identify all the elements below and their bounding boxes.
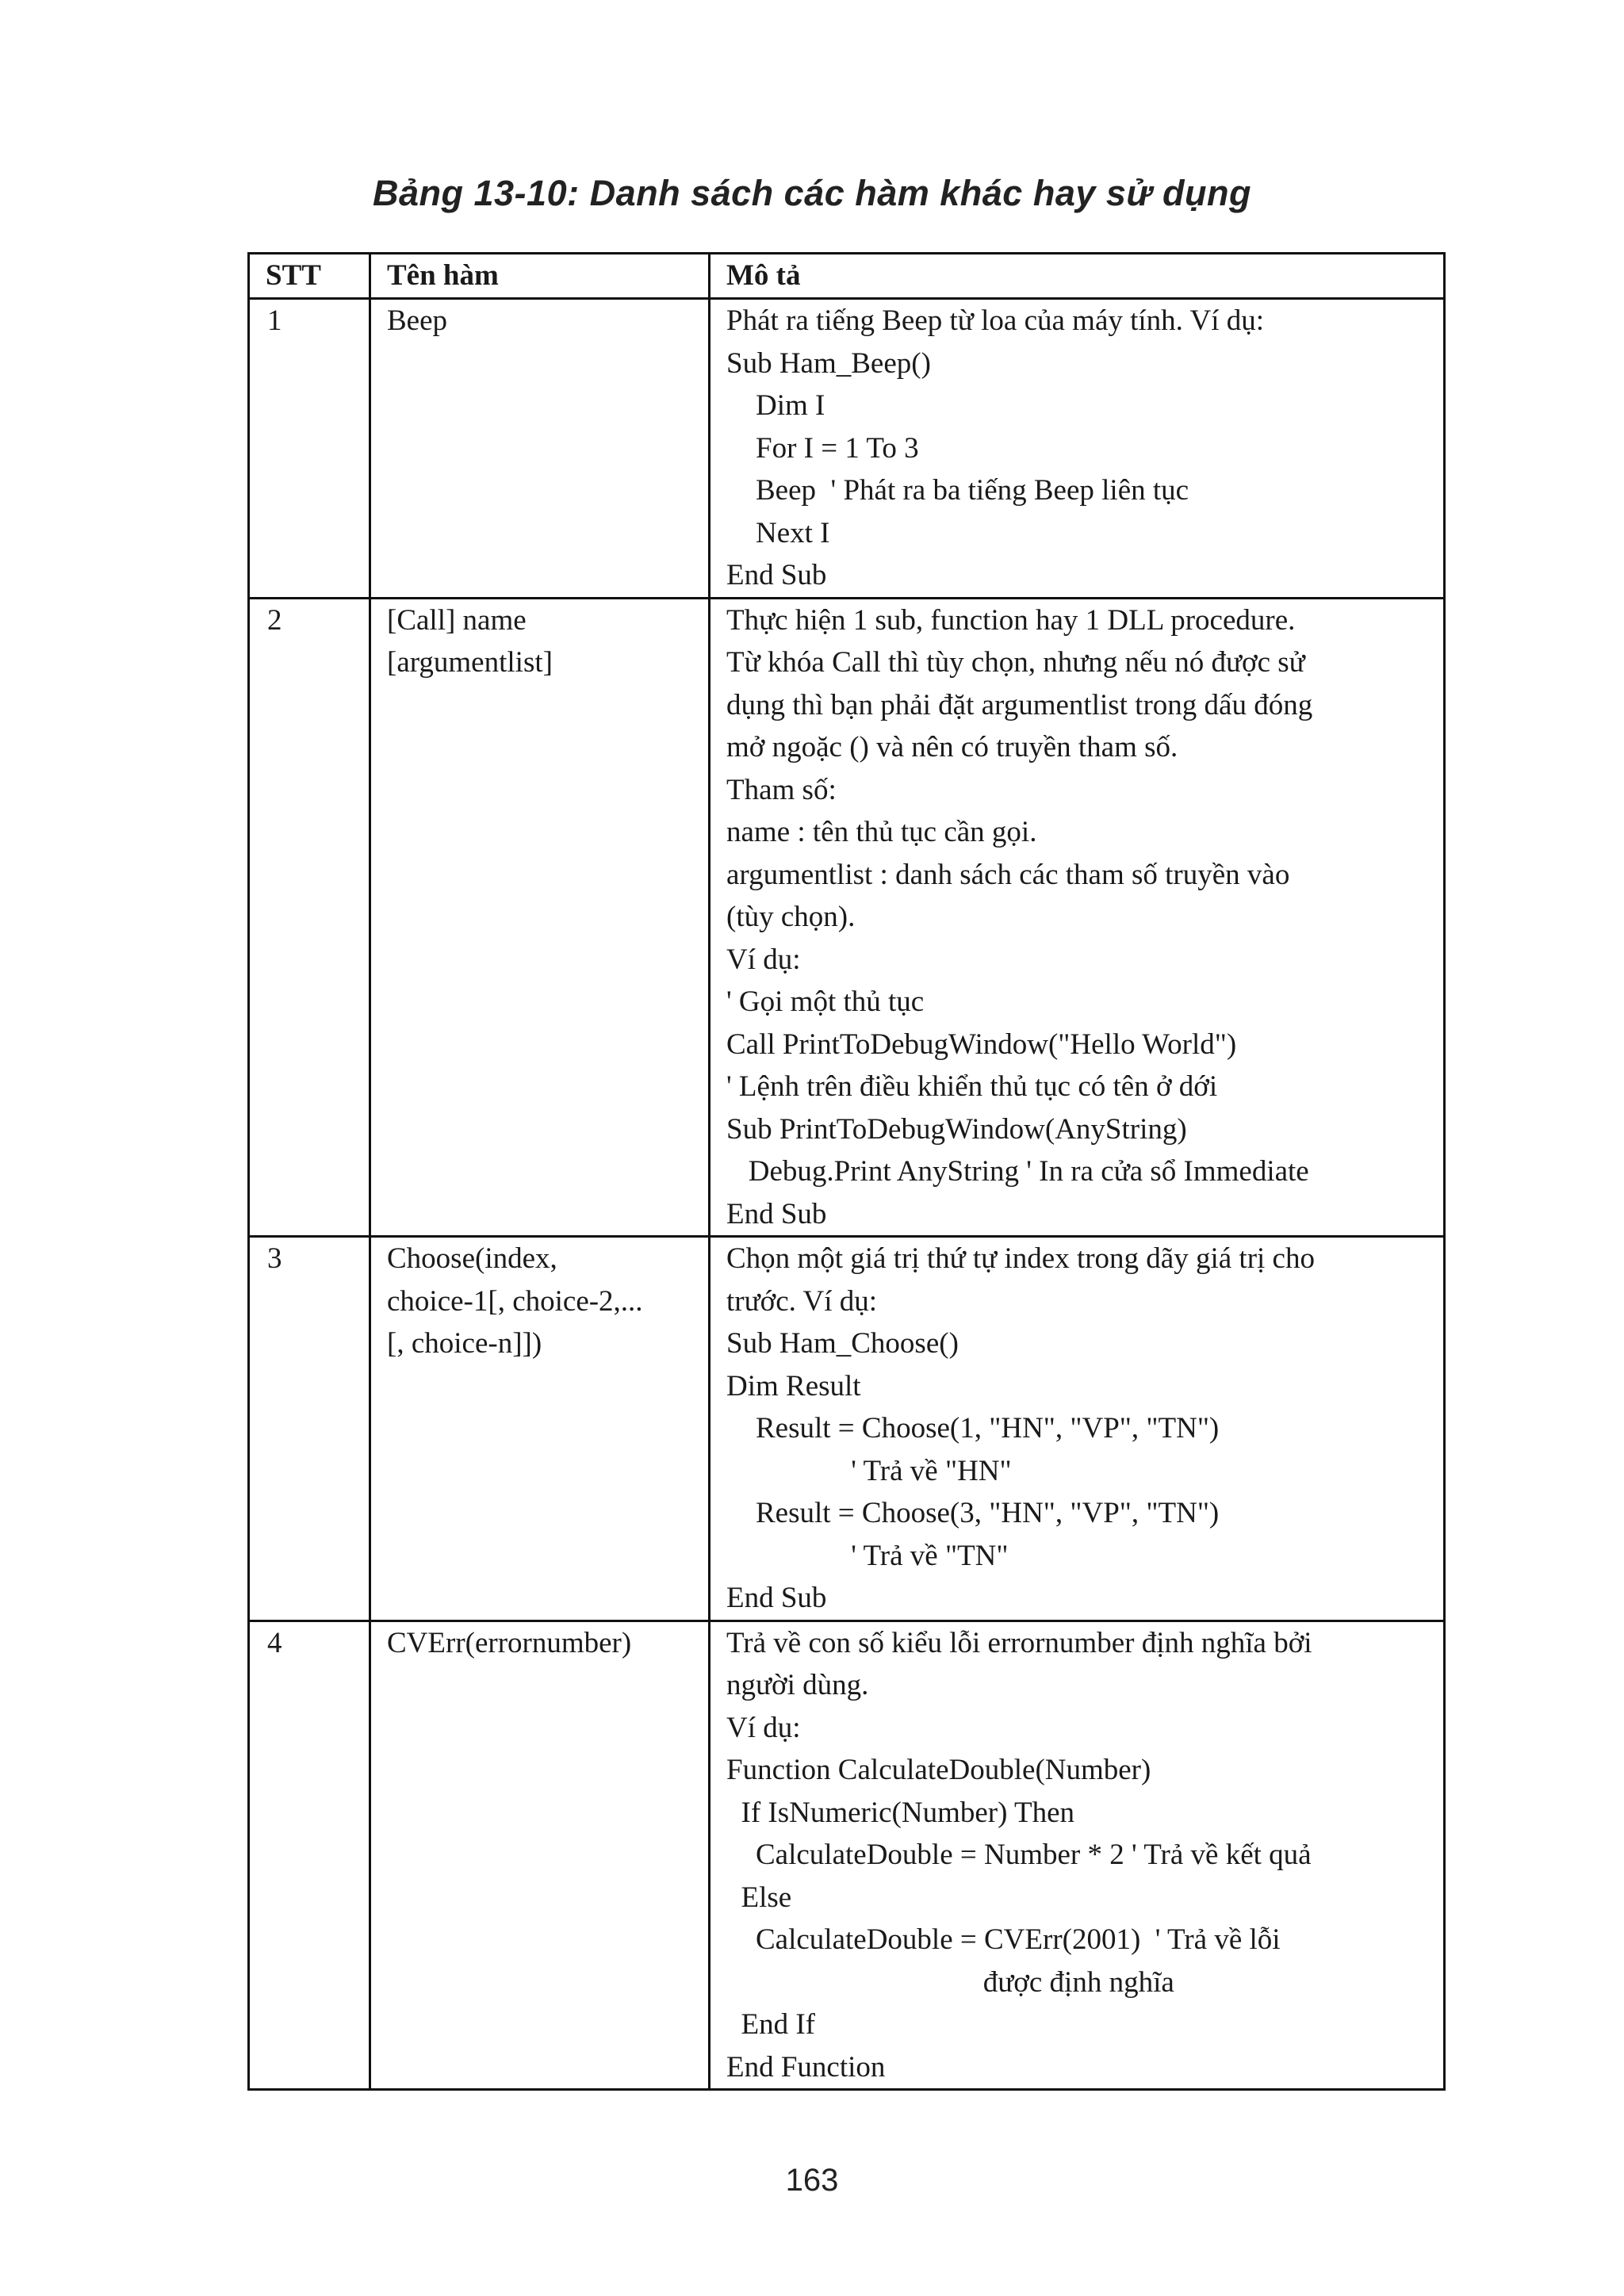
row-description	[710, 598, 1445, 1237]
description-line: Chọn một giá trị thứ tự index trong dãy giá trị cho	[726, 1242, 1315, 1275]
header-function-name: Tên hàm	[370, 254, 710, 299]
table-header-row	[249, 254, 1445, 299]
description-line: Dim I	[726, 389, 825, 422]
description-line: ' Trả về "HN"	[726, 1454, 1012, 1487]
header-description: Mô tả	[710, 254, 1445, 299]
description-line: Result = Choose(3, "HN", "VP", "TN")	[726, 1497, 1220, 1529]
description-line: For I = 1 To 3	[726, 431, 919, 465]
description-line: Từ khóa Call thì tùy chọn, nhưng nếu nó được sử	[726, 646, 1305, 679]
description-line: Ví dụ:	[726, 1711, 801, 1744]
description-line: Else	[726, 1881, 792, 1914]
function-name-line: [argumentlist]	[387, 646, 553, 679]
table-row	[249, 598, 1445, 1237]
description-line: Sub PrintToDebugWindow(AnyString)	[726, 1112, 1187, 1146]
description-line: trước. Ví dụ:	[726, 1284, 878, 1318]
table-row	[249, 299, 1445, 599]
row-function-name	[370, 598, 710, 1237]
row-stt	[249, 598, 370, 1237]
description-line: Sub Ham_Choose()	[726, 1327, 959, 1360]
description-line: Ví dụ:	[726, 943, 801, 976]
description-line: ' Lệnh trên điều khiển thủ tục có tên ở dới	[726, 1070, 1218, 1103]
description-line: dụng thì bạn phải đặt argumentlist trong dấu đóng	[726, 688, 1313, 721]
table-caption: Bảng 13-10: Danh sách các hàm khác hay sử dụng	[373, 173, 1251, 213]
page-number: 163	[785, 2163, 839, 2198]
functions-table	[247, 252, 1446, 2091]
description-line: Sub Ham_Beep()	[726, 346, 931, 380]
description-line: End Sub	[726, 1197, 827, 1230]
description-line: ' Trả về "TN"	[726, 1539, 1009, 1572]
description-line: người dùng.	[726, 1669, 869, 1701]
description-line: (tùy chọn).	[726, 901, 856, 933]
function-name-line: [, choice-n]])	[387, 1327, 542, 1360]
description-line: Dim Result	[726, 1369, 861, 1402]
description-line: End Sub	[726, 1582, 827, 1614]
description-line: Trả về con số kiểu lỗi errornumber định nghĩa bởi	[726, 1626, 1312, 1659]
function-name-line: [Call] name	[387, 603, 527, 637]
description-line: Call PrintToDebugWindow("Hello World")	[726, 1027, 1237, 1061]
description-line: Function CalculateDouble(Number)	[726, 1754, 1151, 1786]
description-line: CalculateDouble = CVErr(2001) ' Trả về lỗi	[726, 1923, 1281, 1956]
row-description	[710, 1237, 1445, 1621]
table-row	[249, 1621, 1445, 2090]
row-function-name	[370, 1237, 710, 1621]
function-name-line: Choose(index,	[387, 1242, 557, 1275]
description-line: mở ngoặc () và nên có truyền tham số.	[726, 731, 1178, 763]
row-function-name	[370, 299, 710, 599]
function-name-line: CVErr(errornumber)	[387, 1626, 632, 1659]
row-stt	[249, 1237, 370, 1621]
description-line: Tham số:	[726, 773, 837, 806]
description-line: Next I	[726, 516, 830, 549]
description-line: name : tên thủ tục cần gọi.	[726, 816, 1037, 848]
description-line: Thực hiện 1 sub, function hay 1 DLL procedure.	[726, 603, 1296, 637]
header-stt: STT	[249, 254, 370, 299]
function-name-line: Beep	[387, 304, 448, 337]
function-name-line: choice-1[, choice-2,...	[387, 1284, 643, 1318]
description-line: Beep ' Phát ra ba tiếng Beep liên tục	[726, 474, 1189, 507]
description-line: CalculateDouble = Number * 2 ' Trả về kết quả	[726, 1839, 1312, 1871]
description-line: được định nghĩa	[726, 1965, 1174, 1999]
stt-value: 3	[267, 1242, 282, 1275]
description-line: ' Gọi một thủ tục	[726, 985, 925, 1018]
row-description	[710, 1621, 1445, 2090]
description-line: Phát ra tiếng Beep từ loa của máy tính. Ví dụ:	[726, 304, 1265, 337]
description-line: End Function	[726, 2050, 886, 2084]
stt-value: 4	[267, 1626, 282, 1659]
description-line: Result = Choose(1, "HN", "VP", "TN")	[726, 1412, 1220, 1445]
row-stt	[249, 1621, 370, 2090]
description-line: argumentlist : danh sách các tham số truyền vào	[726, 858, 1290, 891]
description-line: End Sub	[726, 559, 827, 591]
description-line: End If	[726, 2008, 815, 2041]
row-function-name	[370, 1621, 710, 2090]
stt-value: 1	[267, 304, 282, 337]
description-line: If IsNumeric(Number) Then	[726, 1796, 1075, 1829]
description-line: Debug.Print AnyString ' In ra cửa sổ Immediate	[726, 1155, 1309, 1188]
table-row	[249, 1237, 1445, 1621]
row-stt	[249, 299, 370, 599]
row-description	[710, 299, 1445, 599]
stt-value: 2	[267, 603, 282, 637]
